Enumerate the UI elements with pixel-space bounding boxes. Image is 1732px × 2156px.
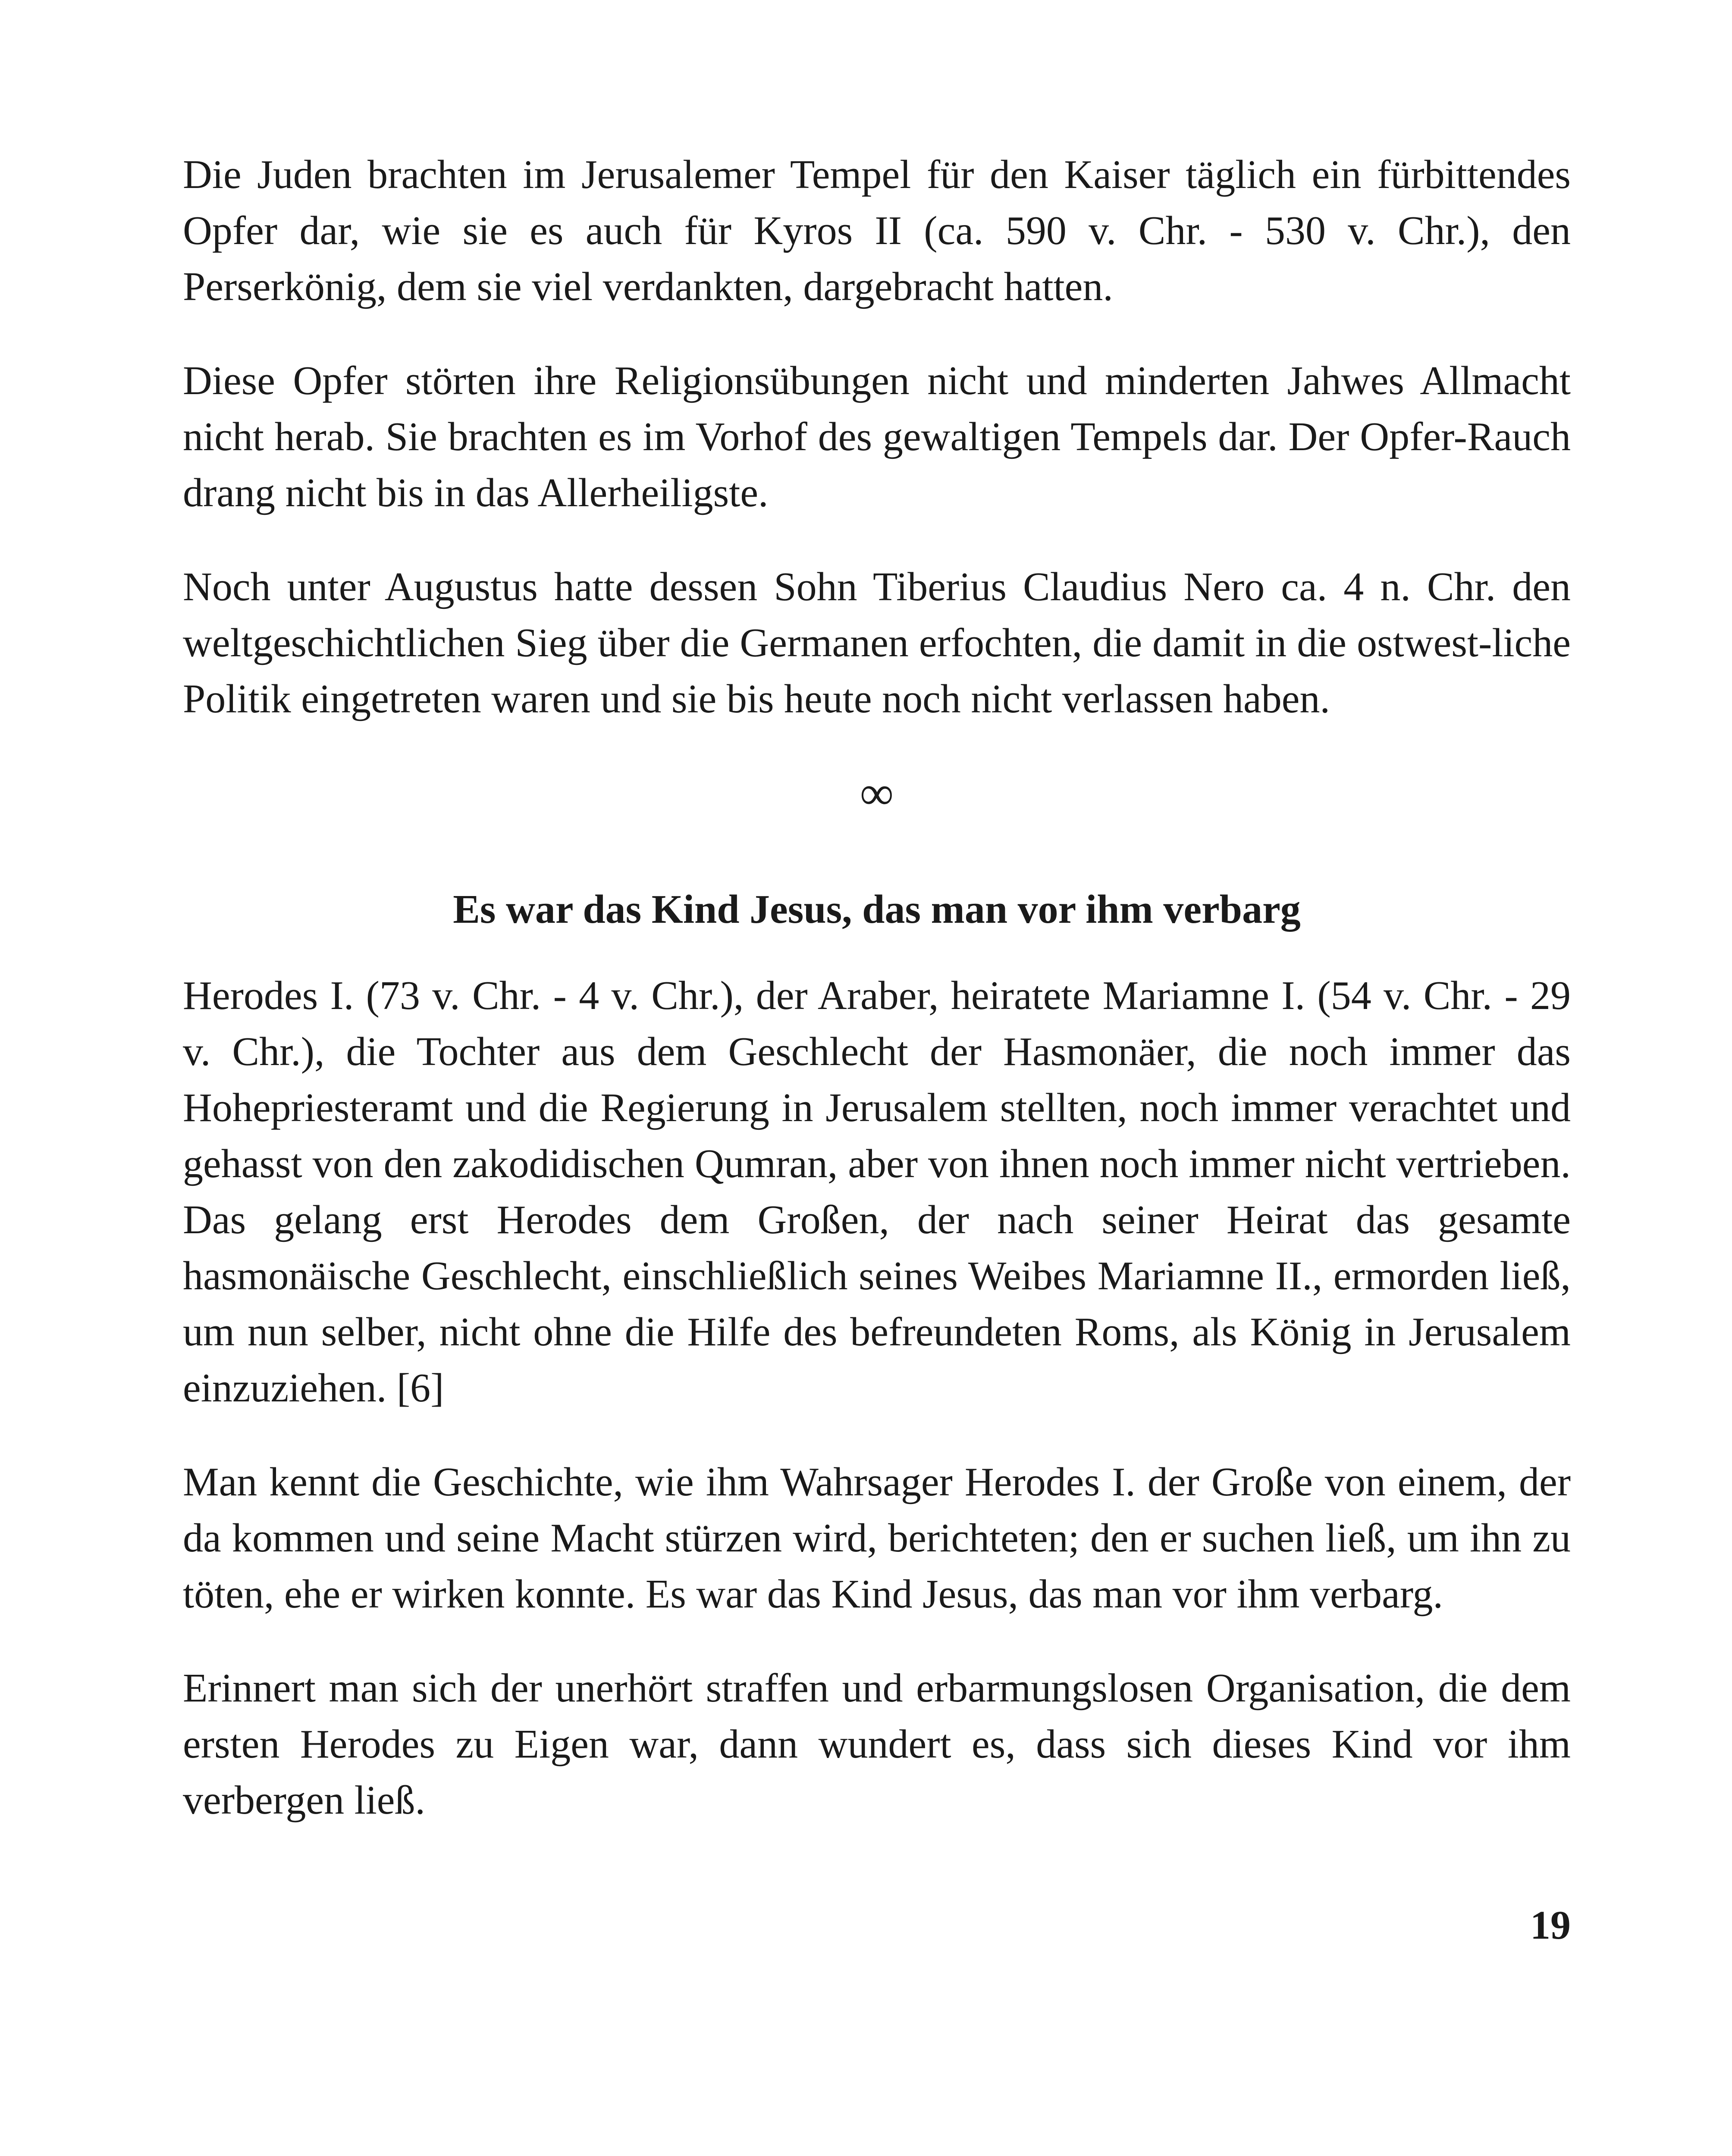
section-separator-infinity-icon: ∞ bbox=[860, 767, 894, 819]
paragraph-3: Noch unter Augustus hatte dessen Sohn Tiberius Claudius Nero ca. 4 n. Chr. den weltgeschichtlichen Sieg über die Germanen erfochten, die damit in die ostwest-liche Politik eingetreten waren und sie bis heute noch nicht verlassen haben. bbox=[183, 564, 1571, 721]
section-heading: Es war das Kind Jesus, das man vor ihm verbarg bbox=[453, 887, 1301, 932]
paragraph-1: Die Juden brachten im Jerusalemer Tempel für den Kaiser täglich ein fürbittendes Opfer dar, wie sie es auch für Kyros II (ca. 590 v. Chr. - 530 v. Chr.), den Perserkönig, dem sie viel verdankten, dargebracht hatten. bbox=[183, 152, 1571, 309]
paragraph-4: Herodes I. (73 v. Chr. - 4 v. Chr.), der Araber, heiratete Mariamne I. (54 v. Chr. - 29 v. Chr.), die Tochter aus dem Geschlecht der Hasmonäer, die noch immer das Hohepriesteramt und die Regierung in Jerusalem stellten, noch immer verachtet und gehasst von den zakodidischen Qumran, aber von ihnen noch immer nicht vertrieben. Das gelang erst Herodes dem Großen, der nach seiner Heirat das gesamte hasmonäische Geschlecht, einschließlich seines Weibes Mariamne II., ermorden ließ, um nun selber, nicht ohne die Hilfe des befreundeten Roms, als König in Jerusalem einzuziehen. [6] bbox=[183, 973, 1571, 1410]
paragraph-2: Diese Opfer störten ihre Religionsübungen nicht und minderten Jahwes Allmacht nicht herab. Sie brachten es im Vorhof des gewaltigen Tempels dar. Der Opfer-Rauch drang nicht bis in das Allerheiligste. bbox=[183, 358, 1571, 515]
paragraph-5: Man kennt die Geschichte, wie ihm Wahrsager Herodes I. der Große von einem, der da kommen und seine Macht stürzen wird, berichteten; den er suchen ließ, um ihn zu töten, ehe er wirken konnte. Es war das Kind Jesus, das man vor ihm verbarg. bbox=[183, 1460, 1571, 1617]
page-number: 19 bbox=[1530, 1903, 1571, 1948]
paragraph-6: Erinnert man sich der unerhört straffen und erbarmungslosen Organisation, die dem ersten Herodes zu Eigen war, dann wundert es, dass sich dieses Kind vor ihm verbergen ließ. bbox=[183, 1666, 1571, 1823]
page-body bbox=[183, 147, 1571, 1866]
